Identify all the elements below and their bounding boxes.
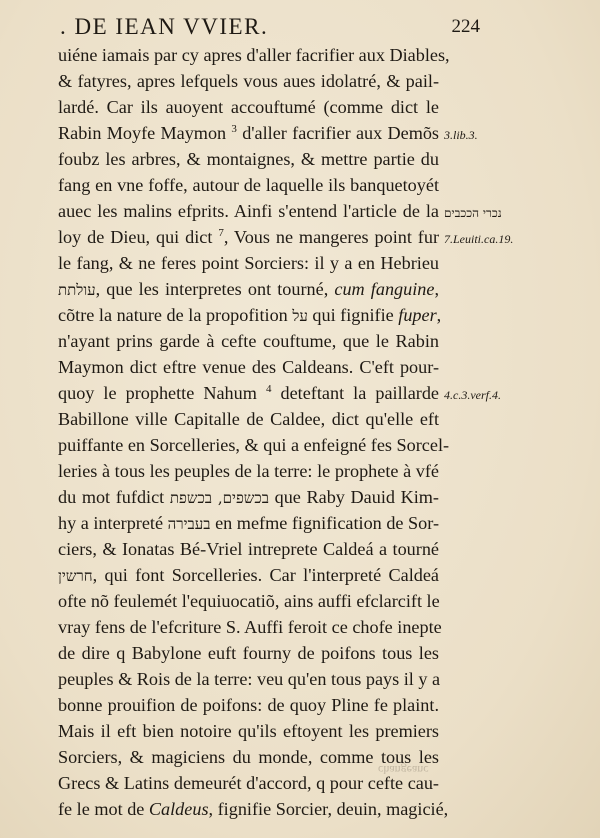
text-run: quoy le prophette Nahum <box>58 383 266 403</box>
text-line <box>58 458 439 484</box>
text-line <box>58 718 439 744</box>
text-line <box>58 484 439 510</box>
text-run: , que les interpretes ont tourné, <box>95 279 335 299</box>
text-run: , <box>434 279 439 299</box>
text-run: du mot fufdict <box>58 487 170 507</box>
margin-note <box>444 128 478 143</box>
text-line <box>58 42 450 68</box>
text-line <box>58 380 439 406</box>
text-run: qui fignifie <box>307 305 399 325</box>
text-run: Grecs & Latins demeurét d'accord, q pour cefte cau- <box>58 773 439 793</box>
hebrew-word: חרשין <box>58 567 93 585</box>
text-run: ciers, & Ionatas Bé-Vriel intreprete Caldeá a tourné <box>58 539 439 559</box>
margin-note-text: נכרי הככבים <box>444 206 502 220</box>
text-run: , <box>436 305 442 325</box>
text-run: fang en vne foffe, autour de laquelle ils banquetoyét <box>58 175 439 195</box>
italic-word: cum fanguine <box>334 279 435 299</box>
text-run: peuples & Rois de la terre: veu qu'en tous pays il y a <box>58 669 441 689</box>
text-line <box>58 302 442 328</box>
text-run: foubz les arbres, & montaignes, & mettre partie du <box>58 149 439 169</box>
text-line <box>58 614 442 640</box>
text-run: leries à tous les peuples de la terre: le prophete à vfé <box>58 461 439 481</box>
text-run: deteftant la paillarde <box>271 383 439 403</box>
hebrew-word: על <box>292 307 308 325</box>
text-run: Mais il eft bien notoire qu'ils eftoyent les premiers <box>58 721 439 741</box>
text-run: auec les malins efprits. Ainfi s'entend l'article de la <box>58 201 439 221</box>
text-run: que Raby Dauid Kim- <box>268 487 439 507</box>
margin-note-text: 4.c.3.verf.4. <box>444 388 501 402</box>
note-marker: 7 <box>218 226 224 239</box>
hebrew-word: בעבירה <box>167 515 211 533</box>
text-line <box>58 640 439 666</box>
text-line <box>58 120 439 146</box>
margin-note-text: 7.Leuiti.ca.19. <box>444 232 514 246</box>
margin-note <box>444 206 502 221</box>
body-text <box>58 42 450 822</box>
text-line <box>58 536 439 562</box>
text-run: n'ayant prins garde à cefte couftume, que le Rabin <box>58 331 439 351</box>
text-line <box>58 328 439 354</box>
text-run: Sorciers, & magiciens du monde, comme tous les <box>58 747 439 767</box>
margin-note-text: 3.lib.3. <box>444 128 478 142</box>
page-header <box>60 14 480 44</box>
italic-word: Caldeus <box>148 799 209 819</box>
text-line <box>58 588 439 614</box>
text-run: vray fens de l'efcriture S. Auffi feroit ce chofe inepte <box>58 617 442 637</box>
text-line <box>58 146 439 172</box>
text-run: Rabin Moyfe Maymon <box>58 123 232 143</box>
text-run: le fang, & ne feres point Sorciers: il y a en Hebrieu <box>58 253 439 273</box>
text-run: Maymon dict eftre venue des Caldeans. C'eft pour- <box>58 357 439 377</box>
text-run: puiffante en Sorcelleries, & qui a enfeigné fes Sorcel- <box>58 435 450 455</box>
text-run: loy de Dieu, qui dict <box>58 227 219 247</box>
margin-note <box>444 388 501 403</box>
text-run: en mefme fignification de Sor- <box>210 513 440 533</box>
text-run: , Vous ne mangeres point fur <box>223 227 440 247</box>
text-line <box>58 666 439 692</box>
hebrew-word: בכשפים, בכשפת <box>169 489 269 507</box>
text-line <box>58 276 439 302</box>
text-run: uiéne iamais par cy apres d'aller facrifier aux Diables, <box>58 45 450 65</box>
hebrew-word: עולתת <box>58 281 96 299</box>
page-number: 224 <box>451 16 480 37</box>
text-line <box>58 406 439 432</box>
text-line <box>58 796 449 822</box>
text-run: bonne prouifion de poifons: de quoy Pline fe plaint. <box>58 695 439 715</box>
catchword: changeanc <box>378 763 429 777</box>
text-run: ofte nõ feulemét l'equiuocatiõ, ains auffi efclarcift le <box>58 591 440 611</box>
text-run: fe le mot de <box>58 799 149 819</box>
text-run: & fatyres, apres lefquels vous aues idolatré, & pail- <box>58 71 439 91</box>
text-run: hy a interpreté <box>58 513 168 533</box>
text-line <box>58 198 439 224</box>
margin-note <box>444 232 513 247</box>
text-line <box>58 354 439 380</box>
text-run: cõtre la nature de la propofition <box>58 305 293 325</box>
text-line <box>58 224 439 250</box>
text-run: lardé. Car ils auoyent accouftumé (comme dict le <box>58 97 439 117</box>
text-line <box>58 68 439 94</box>
text-run: , fignifie Sorcier, deuin, magicié, <box>208 799 449 819</box>
text-line <box>58 94 439 120</box>
text-line <box>58 250 439 276</box>
text-line <box>58 562 439 588</box>
italic-word: fuper <box>398 305 437 325</box>
running-head: . DE IEAN VVIER. <box>60 14 269 39</box>
text-line <box>58 172 439 198</box>
text-line <box>58 432 450 458</box>
note-marker: 3 <box>231 122 237 135</box>
text-run: , qui font Sorcelleries. Car l'interpreté Caldeá <box>92 565 439 585</box>
text-line <box>58 692 439 718</box>
text-line <box>58 510 439 536</box>
note-marker: 4 <box>265 382 272 395</box>
text-run: Babillone ville Capitalle de Caldee, dict qu'elle eft <box>58 409 439 429</box>
text-run: de dire q Babylone euft fourny de poifons tous les <box>58 643 439 663</box>
text-run: d'aller facrifier aux Demõs <box>236 123 440 143</box>
